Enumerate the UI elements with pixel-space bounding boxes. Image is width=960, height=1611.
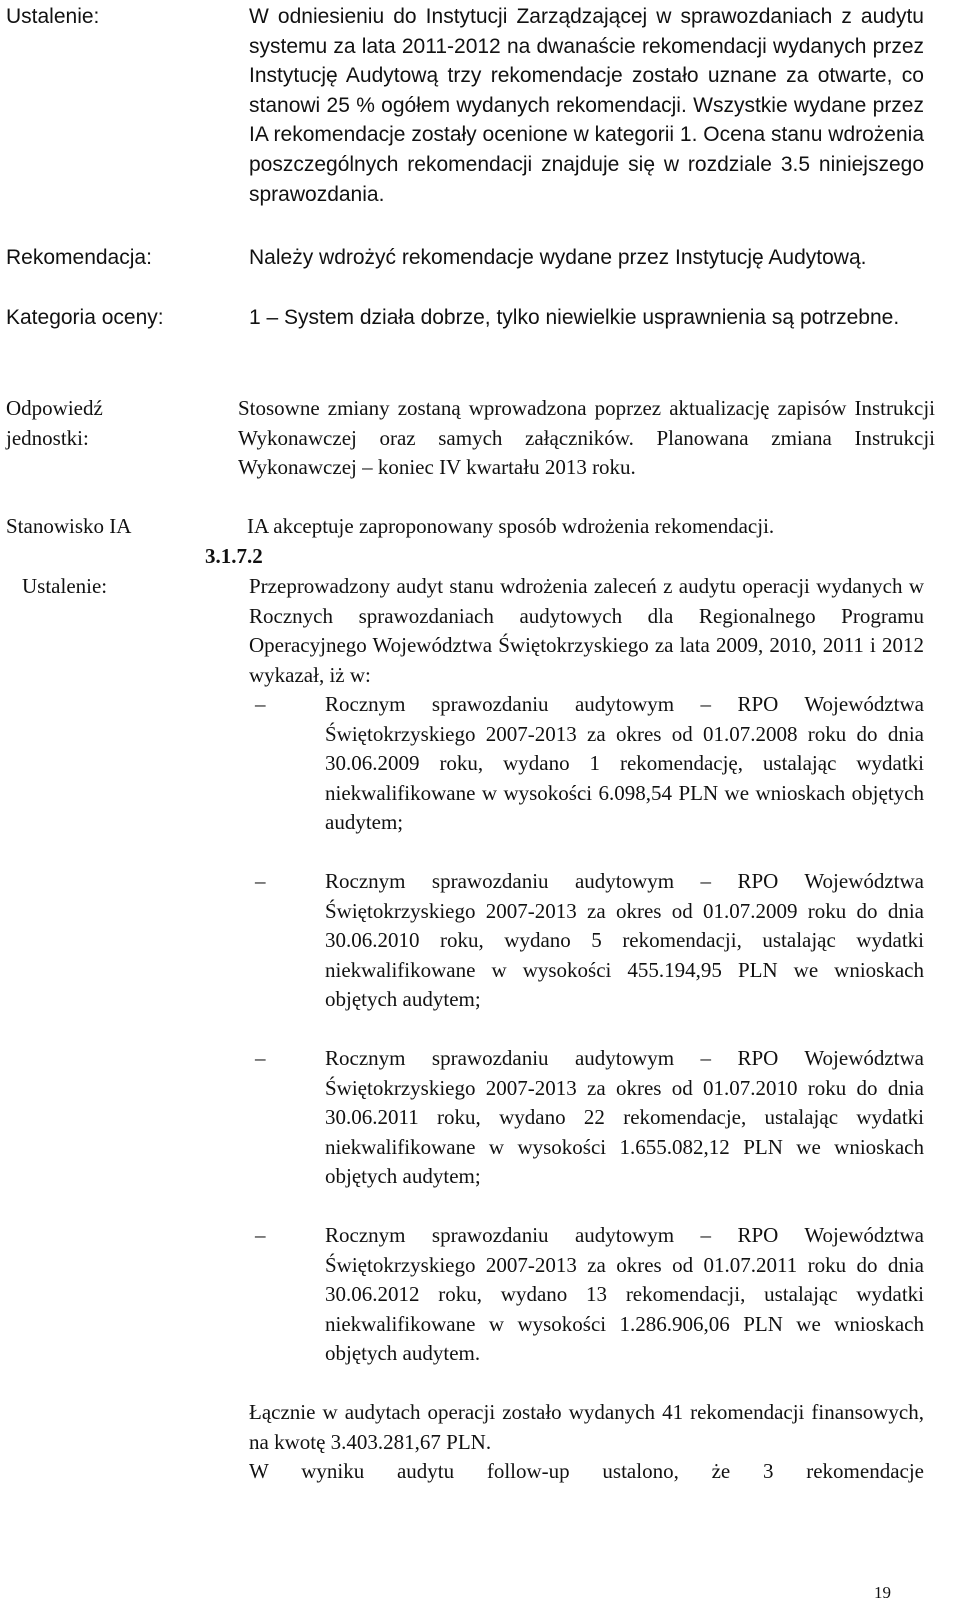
list-item [255,690,924,838]
rekomendacja-label: Rekomendacja: [6,246,152,269]
dash-bullet: – [255,1223,266,1247]
odpowiedz-label-line2: jednostki: [6,425,89,450]
followup-text: W wyniku audytu follow-up ustalono, że 3 rekomendacje [249,1459,924,1483]
ustalenie-label-2: Ustalenie: [22,574,108,598]
stanowisko-ia-label: Stanowisko IA [6,514,132,538]
section-number: 3.1.7.2 [205,544,263,568]
list-item-text: Rocznym sprawozdaniu audytowym – RPO Województwa Świętokrzyskiego 2007-2013 za okres od 01.07.2011 roku do dnia 30.06.2012 roku, wydano 13 rekomendacji, ustalając wydatki niekwalifikowane w wysokości 1.286.906,06 PLN we wnioskach objętych audytem. [325,1223,924,1366]
kategoria-oceny-label: Kategoria oceny: [6,306,164,329]
dash-bullet: – [255,692,266,716]
summary-text: Łącznie w audytach operacji zostało wydanych 41 rekomendacji finansowych, na kwotę 3.403.281,67 PLN. [249,1400,924,1454]
rekomendacja-text: Należy wdrożyć rekomendacje wydane przez Instytucję Audytową. [249,246,867,269]
list-item [255,867,924,1015]
list-item [255,1044,924,1192]
stanowisko-ia-text: IA akceptuje zaproponowany sposób wdrożenia rekomendacji. [247,514,775,538]
odpowiedz-label [6,394,103,453]
kategoria-oceny-text: 1 – System działa dobrze, tylko niewielkie usprawnienia są potrzebne. [249,306,900,329]
dash-bullet: – [255,869,266,893]
list-item [255,1221,924,1369]
ustalenie-text: W odniesieniu do Instytucji Zarządzającej w sprawozdaniach z audytu systemu za lata 2011-2012 na dwanaście rekomendacji wydanych przez Instytucję Audytową trzy rekomendacje zostało uznane za otwarte, co stanowi 25 % ogółem wydanych rekomendacji. Wszystkie wydane przez IA rekomendacje zostały ocenione w kategorii 1. Ocena stanu wdrożenia poszczególnych rekomendacji znajduje się w rozdziale 3.5 niniejszego sprawozdania. [249,5,924,206]
list-item-text: Rocznym sprawozdaniu audytowym – RPO Województwa Świętokrzyskiego 2007-2013 za okres od 01.07.2009 roku do dnia 30.06.2010 roku, wydano 5 rekomendacji, ustalając wydatki niekwalifikowane w wysokości 455.194,95 PLN we wnioskach objętych audytem; [325,869,924,1012]
list-item-text: Rocznym sprawozdaniu audytowym – RPO Województwa Świętokrzyskiego 2007-2013 za okres od 01.07.2010 roku do dnia 30.06.2011 roku, wydano 22 rekomendacje, ustalając wydatki niekwalifikowane w wysokości 1.655.082,12 PLN we wnioskach objętych audytem; [325,1046,924,1189]
odpowiedz-label-line1: Odpowiedź [6,396,103,420]
dash-bullet: – [255,1046,266,1070]
list-item-text: Rocznym sprawozdaniu audytowym – RPO Województwa Świętokrzyskiego 2007-2013 za okres od 01.07.2008 roku do dnia 30.06.2009 roku, wydano 1 rekomendację, ustalając wydatki niekwalifikowane w wysokości 6.098,54 PLN we wnioskach objętych audytem; [325,692,924,835]
ustalenie-intro: Przeprowadzony audyt stanu wdrożenia zaleceń z audytu operacji wydanych w Rocznych sprawozdaniach audytowych dla Regionalnego Programu Operacyjnego Województwa Świętokrzyskiego za lata 2009, 2010, 2011 i 2012 wykazał, iż w: [249,574,924,687]
ustalenie-label: Ustalenie: [6,5,100,28]
page-number: 19 [874,1583,891,1602]
odpowiedz-text: Stosowne zmiany zostaną wprowadzona poprzez aktualizację zapisów Instrukcji Wykonawczej oraz samych załączników. Planowana zmiana Instrukcji Wykonawczej – koniec IV kwartału 2013 roku. [238,396,935,480]
